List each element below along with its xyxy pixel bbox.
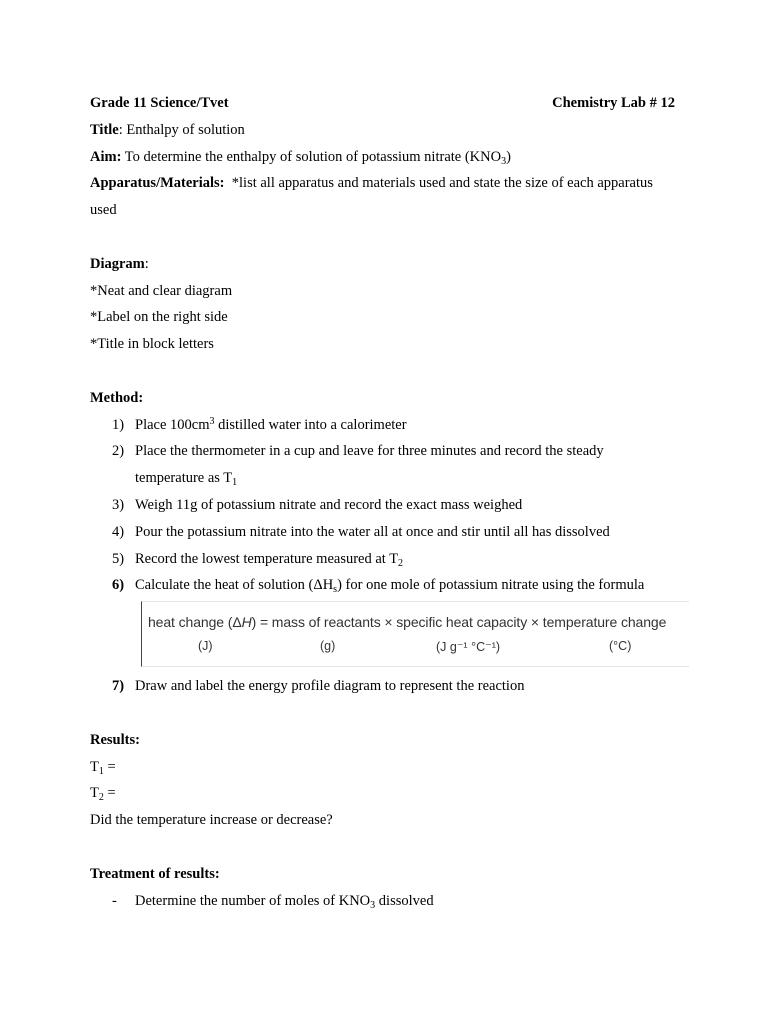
step-text: temperature as T [135,470,233,487]
results-question: Did the temperature increase or decrease? [90,812,333,829]
unit-celsius: (°C) [609,639,632,654]
step-text: Place the thermometer in a cup and leave for three minutes and record the steady [135,443,604,460]
step-text-end: ) for one mole of potassium nitrate using the formula [337,577,645,594]
treatment-text-end: dissolved [375,892,434,909]
diagram-item: *Label on the right side [90,309,228,326]
formula-h: H [241,614,252,631]
title-line [90,117,675,144]
step-subscript: s [333,584,338,596]
diagram-colon: : [144,255,149,272]
step-number: 6) [112,577,125,594]
grade-label: Grade 11 Science/Tvet [90,95,229,111]
step-number: 2) [112,443,125,460]
results-heading [90,727,675,754]
step-text: Weigh 11g of potassium nitrate and record the exact mass weighed [135,496,523,513]
step-subscript: 1 [232,477,238,489]
step-text: Pour the potassium nitrate into the water all at once and stir until all has dissolved [135,523,610,540]
apparatus-line [90,170,675,197]
aim-subscript: 3 [501,155,507,167]
t1-label: T [90,758,99,775]
formula-part: heat change (Δ [148,614,242,631]
step-subscript: 2 [398,557,404,569]
diagram-heading [90,251,675,278]
apparatus-text: *list all apparatus and materials used and state the size of each apparatus [224,175,653,192]
treatment-text: Determine the number of moles of KNO [135,892,371,909]
results-label: Results: [90,731,140,748]
title-text: : Enthalpy of solution [118,121,245,138]
method-step-6 [90,572,675,599]
diagram-item: *Title in block letters [90,336,214,353]
aim-label: Aim: [90,148,122,165]
formula-part: ) = mass of reactants × specific heat capacity × temperature change [251,614,667,631]
results-t1 [90,754,675,781]
treatment-label: Treatment of results: [90,865,220,882]
diagram-label: Diagram [90,255,145,272]
apparatus-continued: used [90,202,117,219]
document-page [90,90,675,914]
heat-change-formula [141,601,689,667]
method-step-7 [90,673,675,700]
diagram-item: *Neat and clear diagram [90,282,233,299]
step-text: Calculate the heat of solution (ΔH [135,577,334,594]
method-step-2-continued [90,465,675,492]
t2-label: T [90,785,99,802]
treatment-subscript: 3 [370,899,376,911]
method-step-2 [90,438,675,465]
aim-text: To determine the enthalpy of solution of potassium nitrate (KNO [121,148,502,165]
treatment-heading [90,861,675,888]
step-text-end: distilled water into a calorimeter [214,416,407,433]
unit-grams: (g) [320,639,336,654]
aim-end: ) [506,148,511,165]
bullet-dash: - [112,892,117,909]
method-heading [90,385,675,412]
title-label: Title [90,121,119,138]
step-text: Place 100cm [135,416,210,433]
method-label: Method: [90,389,144,406]
method-step-3 [90,492,675,519]
method-step-1 [90,412,675,439]
step-number: 4) [112,523,125,540]
step-superscript: 3 [209,415,215,427]
aim-line [90,144,675,171]
step-number: 7) [112,678,125,695]
results-t2 [90,780,675,807]
step-text: Record the lowest temperature measured at T [135,550,399,567]
method-step-4 [90,519,675,546]
treatment-item [90,888,675,915]
unit-heat-capacity: (J g⁻¹ °C⁻¹) [436,640,501,655]
formula-equation [148,614,666,630]
step-text: Draw and label the energy profile diagram to represent the reaction [135,678,525,695]
header-row [90,90,675,117]
step-number: 1) [112,416,125,433]
step-number: 3) [112,496,125,513]
t1-equals: = [103,758,116,775]
unit-joules: (J) [198,639,213,654]
t2-subscript: 2 [98,792,104,804]
lab-number: Chemistry Lab # 12 [552,95,675,111]
apparatus-label: Apparatus/Materials: [90,175,225,192]
t1-subscript: 1 [98,765,104,777]
method-step-5 [90,546,675,573]
step-number: 5) [112,550,125,567]
t2-equals: = [103,785,116,802]
